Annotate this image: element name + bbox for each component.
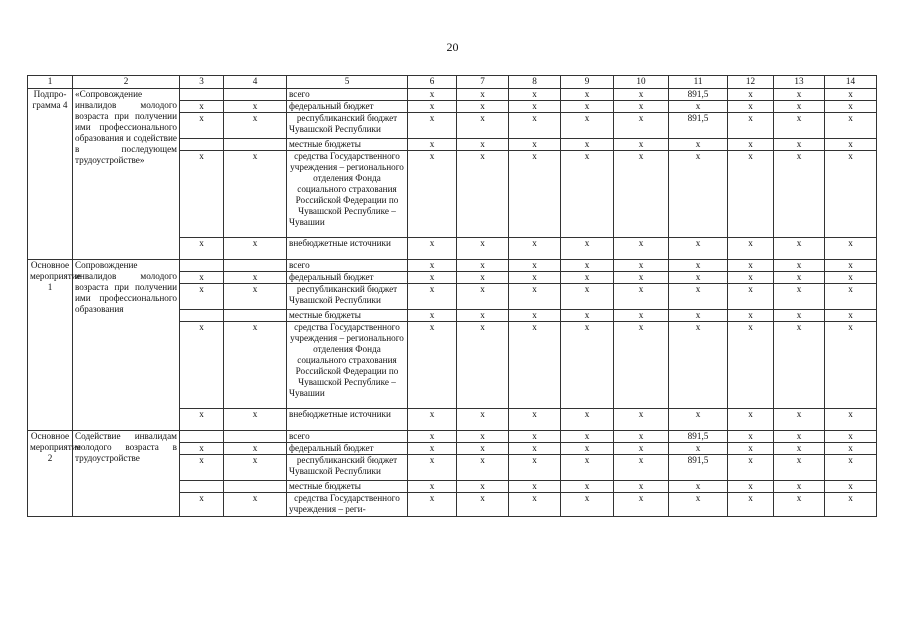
cell-col3 (180, 89, 224, 101)
value-cell: х (614, 409, 669, 431)
cell-col3 (180, 139, 224, 151)
funding-source: республиканский бюджет Чувашской Республики (287, 284, 408, 310)
value-cell: х (509, 409, 561, 431)
value-cell: х (509, 101, 561, 113)
value-cell: х (408, 409, 457, 431)
value-cell: х (614, 455, 669, 481)
value-cell: х (728, 443, 774, 455)
value-cell: х (408, 493, 457, 517)
value-cell: х (509, 238, 561, 260)
value-cell: х (774, 493, 825, 517)
cell-col3: х (180, 322, 224, 409)
value-cell: х (457, 409, 509, 431)
value-cell: х (561, 260, 614, 272)
value-cell: х (561, 151, 614, 238)
value-cell: х (509, 493, 561, 517)
cell-col4 (224, 139, 287, 151)
funding-source: республиканский бюджет Чувашской Республики (287, 113, 408, 139)
cell-col4: х (224, 443, 287, 455)
value-cell: х (614, 431, 669, 443)
value-cell: х (774, 101, 825, 113)
cell-col3 (180, 481, 224, 493)
value-cell: х (614, 310, 669, 322)
value-cell: х (408, 284, 457, 310)
value-cell: х (774, 238, 825, 260)
value-cell: х (457, 113, 509, 139)
value-cell: х (408, 443, 457, 455)
value-cell: х (669, 310, 728, 322)
value-cell: х (669, 443, 728, 455)
value-cell: х (561, 89, 614, 101)
value-cell: х (614, 101, 669, 113)
value-cell: х (774, 481, 825, 493)
value-cell: х (728, 493, 774, 517)
value-cell: х (728, 409, 774, 431)
value-cell: х (774, 113, 825, 139)
cell-col4: х (224, 272, 287, 284)
cell-col3 (180, 260, 224, 272)
value-cell: х (774, 89, 825, 101)
header-cell: 6 (408, 76, 457, 89)
value-cell: х (509, 455, 561, 481)
value-cell: х (457, 101, 509, 113)
value-cell: х (614, 139, 669, 151)
program-name: Сопровождение инвалидов молодого возраста при получении ими профессионального образования (73, 260, 180, 431)
value-cell: х (457, 431, 509, 443)
cell-col4: х (224, 493, 287, 517)
funding-source: средства Государственного учреждения – реги- (287, 493, 408, 517)
cell-col4: х (224, 101, 287, 113)
value-cell: х (509, 139, 561, 151)
funding-source: средства Государственного учреждения – регионального отделения Фонда социального страхования Российской Федерации по Чувашской Республике – Чувашии (287, 151, 408, 238)
cell-col3: х (180, 101, 224, 113)
value-cell: х (509, 310, 561, 322)
funding-source: всего (287, 89, 408, 101)
cell-col3: х (180, 455, 224, 481)
value-cell: х (614, 151, 669, 238)
value-cell: 891,5 (669, 455, 728, 481)
value-cell: х (408, 101, 457, 113)
value-cell: х (457, 284, 509, 310)
value-cell: х (408, 310, 457, 322)
value-cell: х (509, 322, 561, 409)
value-cell: х (457, 310, 509, 322)
value-cell: х (825, 89, 877, 101)
program-name: Содействие инвалидам молодого возраста в трудоустройстве (73, 431, 180, 517)
value-cell: х (728, 89, 774, 101)
cell-col4 (224, 431, 287, 443)
cell-col4: х (224, 322, 287, 409)
value-cell: х (825, 481, 877, 493)
cell-col4: х (224, 455, 287, 481)
value-cell: х (408, 151, 457, 238)
funding-source: местные бюджеты (287, 481, 408, 493)
value-cell: х (728, 113, 774, 139)
value-cell: х (669, 238, 728, 260)
program-name: «Сопровождение инвалидов молодого возраста при получении ими профессионального образования и содействие в последующем трудоустройстве» (73, 89, 180, 260)
value-cell: х (774, 322, 825, 409)
header-cell: 5 (287, 76, 408, 89)
financing-table (27, 75, 877, 517)
value-cell: х (561, 310, 614, 322)
value-cell: х (614, 322, 669, 409)
value-cell: х (509, 113, 561, 139)
cell-col4: х (224, 284, 287, 310)
cell-col3 (180, 431, 224, 443)
value-cell: 891,5 (669, 113, 728, 139)
value-cell: х (774, 455, 825, 481)
cell-col4: х (224, 238, 287, 260)
cell-col3: х (180, 272, 224, 284)
value-cell: х (825, 139, 877, 151)
value-cell: х (561, 101, 614, 113)
value-cell: х (561, 284, 614, 310)
value-cell: х (457, 260, 509, 272)
value-cell: х (774, 310, 825, 322)
funding-source: федеральный бюджет (287, 272, 408, 284)
value-cell: х (614, 89, 669, 101)
value-cell: х (669, 260, 728, 272)
value-cell: х (408, 260, 457, 272)
value-cell: х (825, 260, 877, 272)
value-cell: х (509, 89, 561, 101)
value-cell: х (669, 284, 728, 310)
cell-col3: х (180, 113, 224, 139)
header-cell: 11 (669, 76, 728, 89)
value-cell: х (408, 113, 457, 139)
cell-col4: х (224, 113, 287, 139)
value-cell: х (669, 493, 728, 517)
funding-source: всего (287, 260, 408, 272)
value-cell: х (408, 322, 457, 409)
header-cell: 13 (774, 76, 825, 89)
value-cell: х (509, 284, 561, 310)
value-cell: х (614, 493, 669, 517)
value-cell: х (728, 151, 774, 238)
funding-source: федеральный бюджет (287, 443, 408, 455)
value-cell: х (825, 409, 877, 431)
value-cell: х (825, 101, 877, 113)
value-cell: х (728, 284, 774, 310)
value-cell: х (509, 151, 561, 238)
value-cell: х (669, 272, 728, 284)
value-cell: х (457, 455, 509, 481)
funding-source: местные бюджеты (287, 310, 408, 322)
value-cell: х (825, 113, 877, 139)
value-cell: х (825, 310, 877, 322)
value-cell: х (774, 443, 825, 455)
value-cell: х (457, 89, 509, 101)
header-cell: 4 (224, 76, 287, 89)
value-cell: х (457, 481, 509, 493)
value-cell: х (614, 272, 669, 284)
header-cell: 12 (728, 76, 774, 89)
value-cell: х (408, 431, 457, 443)
value-cell: х (614, 113, 669, 139)
value-cell: х (408, 455, 457, 481)
value-cell: 891,5 (669, 89, 728, 101)
value-cell: х (561, 493, 614, 517)
value-cell: х (561, 455, 614, 481)
value-cell: х (509, 431, 561, 443)
value-cell: х (561, 139, 614, 151)
value-cell: х (774, 272, 825, 284)
value-cell: х (457, 322, 509, 409)
value-cell: х (457, 238, 509, 260)
table-row (28, 260, 877, 272)
value-cell: х (408, 481, 457, 493)
value-cell: х (408, 238, 457, 260)
value-cell: х (774, 431, 825, 443)
value-cell: х (561, 322, 614, 409)
header-cell: 3 (180, 76, 224, 89)
table-row (28, 431, 877, 443)
value-cell: х (774, 151, 825, 238)
value-cell: х (561, 431, 614, 443)
table-row (28, 89, 877, 101)
cell-col4 (224, 481, 287, 493)
program-title: Основное мероприятие 1 (28, 260, 73, 431)
value-cell: х (825, 272, 877, 284)
header-cell: 9 (561, 76, 614, 89)
cell-col4: х (224, 151, 287, 238)
value-cell: х (561, 443, 614, 455)
cell-col3 (180, 310, 224, 322)
cell-col3: х (180, 151, 224, 238)
header-cell: 2 (73, 76, 180, 89)
header-cell: 8 (509, 76, 561, 89)
value-cell: х (669, 151, 728, 238)
value-cell: х (825, 151, 877, 238)
funding-source: федеральный бюджет (287, 101, 408, 113)
page-number: 20 (446, 40, 459, 54)
funding-source: внебюджетные источники (287, 409, 408, 431)
value-cell: х (457, 443, 509, 455)
value-cell: х (728, 310, 774, 322)
cell-col4 (224, 89, 287, 101)
header-cell: 14 (825, 76, 877, 89)
value-cell: х (825, 455, 877, 481)
value-cell: х (614, 284, 669, 310)
value-cell: х (614, 260, 669, 272)
value-cell: х (614, 238, 669, 260)
cell-col3: х (180, 238, 224, 260)
value-cell: х (561, 272, 614, 284)
value-cell: х (825, 284, 877, 310)
value-cell: х (669, 409, 728, 431)
value-cell: х (728, 272, 774, 284)
value-cell: 891,5 (669, 431, 728, 443)
funding-source: средства Государственного учреждения – регионального отделения Фонда социального страхования Российской Федерации по Чувашской Республике – Чувашии (287, 322, 408, 409)
value-cell: х (669, 481, 728, 493)
value-cell: х (509, 260, 561, 272)
cell-col4 (224, 310, 287, 322)
value-cell: х (457, 151, 509, 238)
funding-source: республиканский бюджет Чувашской Республики (287, 455, 408, 481)
program-title: Подпро-грамма 4 (28, 89, 73, 260)
value-cell: х (457, 272, 509, 284)
funding-source: местные бюджеты (287, 139, 408, 151)
value-cell: х (561, 113, 614, 139)
value-cell: х (509, 272, 561, 284)
value-cell: х (408, 139, 457, 151)
value-cell: х (825, 431, 877, 443)
value-cell: х (728, 139, 774, 151)
header-cell: 7 (457, 76, 509, 89)
header-cell: 10 (614, 76, 669, 89)
value-cell: х (561, 481, 614, 493)
cell-col3: х (180, 493, 224, 517)
value-cell: х (728, 481, 774, 493)
value-cell: х (728, 455, 774, 481)
value-cell: х (774, 260, 825, 272)
value-cell: х (774, 284, 825, 310)
value-cell: х (457, 139, 509, 151)
value-cell: х (825, 238, 877, 260)
funding-source: внебюджетные источники (287, 238, 408, 260)
value-cell: х (509, 443, 561, 455)
value-cell: х (728, 260, 774, 272)
table-body (28, 76, 877, 517)
value-cell: х (728, 238, 774, 260)
header-row (28, 76, 877, 89)
value-cell: х (457, 493, 509, 517)
value-cell: х (728, 431, 774, 443)
value-cell: х (825, 493, 877, 517)
value-cell: х (669, 139, 728, 151)
value-cell: х (614, 443, 669, 455)
value-cell: х (614, 481, 669, 493)
cell-col3: х (180, 409, 224, 431)
value-cell: х (728, 322, 774, 409)
cell-col4: х (224, 409, 287, 431)
value-cell: х (774, 409, 825, 431)
value-cell: х (728, 101, 774, 113)
value-cell: х (561, 238, 614, 260)
value-cell: х (408, 272, 457, 284)
value-cell: х (774, 139, 825, 151)
cell-col4 (224, 260, 287, 272)
value-cell: х (825, 322, 877, 409)
value-cell: х (669, 101, 728, 113)
program-title: Основное мероприятие 2 (28, 431, 73, 517)
value-cell: х (825, 443, 877, 455)
header-cell: 1 (28, 76, 73, 89)
funding-source: всего (287, 431, 408, 443)
value-cell: х (509, 481, 561, 493)
value-cell: х (561, 409, 614, 431)
cell-col3: х (180, 443, 224, 455)
cell-col3: х (180, 284, 224, 310)
value-cell: х (669, 322, 728, 409)
value-cell: х (408, 89, 457, 101)
